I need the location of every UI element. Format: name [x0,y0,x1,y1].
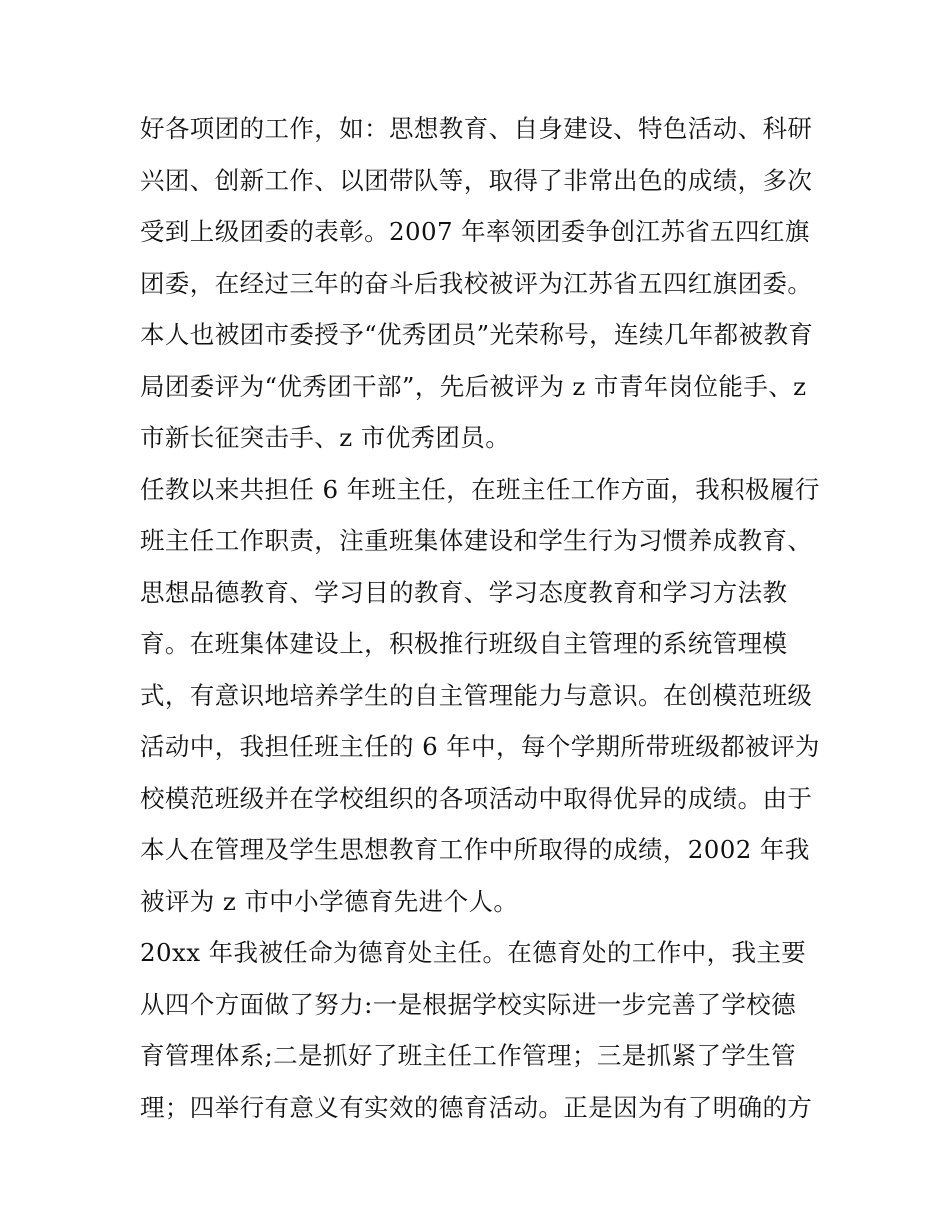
text-line: 育。在班集体建设上，积极推行班级自主管理的系统管理模 [140,629,788,658]
text-line: 市新长征突击手、z 市优秀团员。 [140,423,511,452]
text-line: 校模范班级并在学校组织的各项活动中取得优异的成绩。由于 [140,783,813,813]
text-line: 活动中，我担任班主任的 6 年中，每个学期所带班级都被评为 [140,732,820,761]
text-line: 从四个方面做了努力:一是根据学校实际进一步完善了学校德 [140,989,797,1019]
text-line: 理；四举行有意义有实效的德育活动。正是因为有了明确的方 [140,1092,813,1122]
text-line: 好各项团的工作，如：思想教育、自身建设、特色活动、科研 [140,114,813,143]
text-line: 局团委评为“优秀团干部”，先后被评为 z 市青年岗位能手、z [140,371,807,401]
text-line: 受到上级团委的表彰。2007 年率领团委争创江苏省五四红旗 [140,217,810,246]
text-line: 20xx 年我被任命为德育处主任。在德育处的工作中，我主要 [140,938,807,967]
text-line: 任教以来共担任 6 年班主任，在班主任工作方面，我积极履行 [140,474,820,504]
text-line: 被评为 z 市中小学德育先进个人。 [140,886,519,916]
text-line: 式，有意识地培养学生的自主管理能力与意识。在创模范班级 [140,680,813,710]
text-line: 班主任工作职责，注重班集体建设和学生行为习惯养成教育、 [140,526,813,555]
text-line: 兴团、创新工作、以团带队等，取得了非常出色的成绩，多次 [140,165,813,195]
document-body [140,103,820,1133]
text-line: 思想品德教育、学习目的教育、学习态度教育和学习方法教 [140,577,788,607]
text-line: 本人在管理及学生思想教育工作中所取得的成绩，2002 年我 [140,835,810,864]
text-line: 团委，在经过三年的奋斗后我校被评为江苏省五四红旗团委。 [140,268,813,298]
text-line: 本人也被团市委授予“优秀团员”光荣称号，连续几年都被教育 [140,320,814,349]
text-line: 育管理体系;二是抓好了班主任工作管理；三是抓紧了学生管 [140,1041,797,1070]
